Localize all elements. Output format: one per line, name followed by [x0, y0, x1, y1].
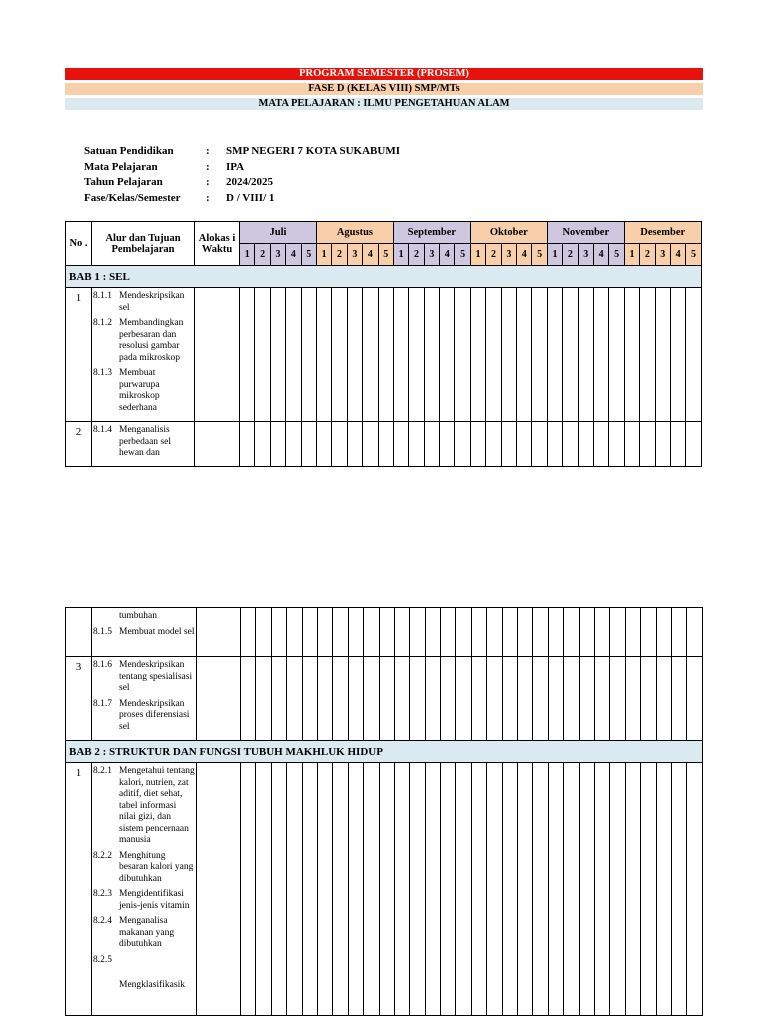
week-cell: [547, 288, 562, 422]
tp-text: Menganalisa makanan yang dibutuhkan: [119, 916, 175, 949]
week-cell: [502, 657, 517, 741]
week-cell: [609, 288, 624, 422]
week-cell: [440, 288, 455, 422]
week-cell: [270, 422, 285, 467]
week-cell: [271, 657, 286, 741]
week-cell: [347, 422, 362, 467]
alokasi-cell: [197, 763, 241, 1016]
week-3-4: 4: [440, 244, 455, 266]
tp-item: [93, 660, 195, 695]
week-cell: [548, 763, 563, 1016]
week-cell: [332, 288, 347, 422]
week-2-5: 5: [378, 244, 393, 266]
tp-text: Membuat purwarupa mikroskop sederhana: [119, 368, 160, 413]
tp-text: Mendeskripsikan sel: [119, 291, 185, 313]
week-cell: [593, 288, 608, 422]
week-cell: [286, 288, 301, 422]
week-cell: [532, 422, 547, 467]
week-cell: [487, 763, 502, 1016]
info-row: [84, 191, 400, 207]
tp-code: 8.1.6: [93, 660, 112, 670]
week-cell: [548, 608, 563, 657]
week-cell: [333, 763, 348, 1016]
week-cell: [564, 763, 579, 1016]
tp-item: [93, 291, 193, 314]
week-cell: [502, 763, 517, 1016]
alur-cell: [92, 608, 197, 657]
month-desember: Desember: [624, 222, 701, 244]
identity-block: [84, 144, 400, 206]
tp-text: Mengetahui tentang kalori, nutrien, zat aditif, diet sehat, tabel informasi nilai gizi, dan sistem pencernaan manusia: [119, 766, 195, 845]
week-cell: [578, 422, 593, 467]
month-agustus: Agustus: [316, 222, 393, 244]
tp-text: Membuat model sel: [119, 626, 195, 637]
info-label: Fase/Kelas/Semester: [84, 191, 181, 204]
tp-code: 8.1.3: [93, 368, 112, 378]
week-4-1: 1: [470, 244, 485, 266]
table-row: [66, 422, 702, 467]
tp-item: [93, 889, 195, 912]
week-cell: [518, 657, 533, 741]
week-cell: [301, 422, 316, 467]
week-cell: [579, 608, 594, 657]
week-cell: [687, 657, 702, 741]
tp-text: Menganalisis perbedaan sel hewan dan: [119, 425, 171, 458]
week-2-3: 3: [347, 244, 362, 266]
info-row: [84, 144, 400, 160]
tp-item: [93, 318, 193, 364]
tp-item: [93, 955, 195, 967]
week-cell: [687, 763, 702, 1016]
week-1-1: 1: [240, 244, 255, 266]
tp-item: [93, 368, 193, 414]
tp-text: Membandingkan perbesaran dan resolusi gambar pada mikroskop: [119, 318, 184, 363]
week-cell: [317, 608, 332, 657]
week-cell: [256, 763, 271, 1016]
week-cell: [671, 608, 686, 657]
week-cell: [656, 608, 671, 657]
tp-text: tumbuhan: [119, 611, 157, 621]
tp-code: [93, 611, 119, 623]
week-cell: [255, 288, 270, 422]
week-4-4: 4: [517, 244, 532, 266]
week-cell: [364, 657, 379, 741]
week-3-3: 3: [424, 244, 439, 266]
table-row: [66, 657, 703, 741]
month-oktober: Oktober: [470, 222, 547, 244]
alokasi-cell: [195, 288, 240, 422]
tp-code: 8.2.1: [93, 766, 112, 776]
week-cell: [394, 657, 409, 741]
tp-item: [93, 980, 195, 992]
week-2-2: 2: [332, 244, 347, 266]
week-cell: [270, 288, 285, 422]
alokasi-cell: [197, 657, 241, 741]
bab-1-title: BAB 1 : SEL: [66, 266, 702, 288]
week-cell: [256, 608, 271, 657]
week-5-2: 2: [563, 244, 578, 266]
week-cell: [470, 422, 485, 467]
week-cell: [425, 657, 440, 741]
week-cell: [256, 657, 271, 741]
week-cell: [517, 422, 532, 467]
week-cell: [609, 422, 624, 467]
week-cell: [625, 657, 640, 741]
week-6-4: 4: [670, 244, 685, 266]
info-row: [84, 175, 400, 191]
week-cell: [655, 288, 670, 422]
week-cell: [594, 657, 609, 741]
week-1-4: 4: [286, 244, 301, 266]
week-cell: [532, 288, 547, 422]
info-colon: :: [206, 160, 210, 173]
week-cell: [671, 763, 686, 1016]
week-cell: [424, 288, 439, 422]
week-cell: [594, 608, 609, 657]
week-cell: [502, 608, 517, 657]
week-cell: [564, 608, 579, 657]
week-cell: [255, 422, 270, 467]
week-5-3: 3: [578, 244, 593, 266]
tp-code: 8.2.5: [93, 954, 112, 965]
week-cell: [301, 288, 316, 422]
week-cell: [379, 657, 394, 741]
week-1-5: 5: [301, 244, 316, 266]
week-cell: [687, 608, 702, 657]
tp-code: 8.2.3: [93, 889, 112, 899]
week-cell: [533, 763, 548, 1016]
week-6-3: 3: [655, 244, 670, 266]
week-cell: [547, 422, 562, 467]
week-cell: [624, 288, 639, 422]
tp-text: Mendeskripsikan tentang spesialisasi sel: [119, 660, 193, 693]
week-cell: [333, 608, 348, 657]
info-colon: :: [206, 176, 210, 188]
tp-item: [93, 766, 195, 847]
week-cell: [287, 657, 302, 741]
week-cell: [424, 422, 439, 467]
week-cell: [441, 657, 456, 741]
week-cell: [425, 608, 440, 657]
mapel-title: MATA PELAJARAN : ILMU PENGETAHUAN ALAM: [65, 98, 703, 110]
week-1-3: 3: [270, 244, 285, 266]
week-cell: [671, 657, 686, 741]
week-cell: [610, 763, 625, 1016]
info-row: [84, 160, 400, 176]
week-3-5: 5: [455, 244, 470, 266]
month-header-row: [66, 222, 702, 244]
info-label: Tahun Pelajaran: [84, 176, 163, 188]
week-cell: [594, 763, 609, 1016]
week-cell: [456, 763, 471, 1016]
week-cell: [578, 288, 593, 422]
tp-code: 8.1.5: [93, 626, 112, 637]
week-1-2: 2: [255, 244, 270, 266]
bab-row: [66, 266, 702, 288]
week-cell: [470, 288, 485, 422]
alur-cell: [92, 422, 195, 467]
week-cell: [656, 657, 671, 741]
week-cell: [579, 763, 594, 1016]
week-cell: [302, 608, 317, 657]
week-cell: [241, 657, 256, 741]
week-cell: [686, 288, 701, 422]
week-cell: [363, 288, 378, 422]
tp-item: [93, 916, 195, 951]
week-6-2: 2: [640, 244, 655, 266]
week-cell: [641, 657, 656, 741]
tp-code: 8.1.2: [93, 318, 112, 328]
week-cell: [347, 288, 362, 422]
week-cell: [533, 608, 548, 657]
week-cell: [656, 763, 671, 1016]
week-cell: [379, 763, 394, 1016]
week-cell: [316, 422, 331, 467]
week-cell: [348, 608, 363, 657]
week-5-1: 1: [547, 244, 562, 266]
row-no: 2: [66, 422, 92, 467]
week-cell: [640, 422, 655, 467]
week-cell: [655, 422, 670, 467]
info-label: Mata Pelajaran: [84, 160, 158, 173]
week-cell: [486, 422, 501, 467]
week-cell: [455, 422, 470, 467]
week-6-5: 5: [686, 244, 701, 266]
week-cell: [364, 608, 379, 657]
info-colon: :: [206, 191, 210, 204]
week-cell: [501, 422, 516, 467]
week-3-2: 2: [409, 244, 424, 266]
week-cell: [394, 763, 409, 1016]
week-cell: [625, 608, 640, 657]
week-cell: [471, 763, 486, 1016]
week-cell: [641, 608, 656, 657]
col-alokasi-header: Alokas i Waktu: [195, 222, 240, 266]
program-title: PROGRAM SEMESTER (PROSEM): [65, 68, 703, 80]
col-alur-header: Alur dan Tujuan Pembelajaran: [92, 222, 195, 266]
week-cell: [501, 288, 516, 422]
week-cell: [471, 657, 486, 741]
month-juli: Juli: [240, 222, 317, 244]
week-cell: [441, 608, 456, 657]
week-cell: [364, 763, 379, 1016]
tp-code: [93, 980, 119, 992]
week-5-4: 4: [593, 244, 608, 266]
table-row: [66, 608, 703, 657]
week-cell: [317, 657, 332, 741]
week-cell: [286, 422, 301, 467]
week-4-3: 3: [501, 244, 516, 266]
week-cell: [610, 657, 625, 741]
tp-text: Mengidentifikasi jenis-jenis vitamin: [119, 889, 190, 911]
alur-cell: [92, 657, 197, 741]
week-cell: [456, 608, 471, 657]
tp-text: Menghitung besaran kalori yang dibutuhkan: [119, 850, 194, 884]
row-no: 3: [66, 657, 92, 741]
week-3-1: 1: [393, 244, 408, 266]
tp-item: [93, 699, 195, 734]
week-2-4: 4: [363, 244, 378, 266]
tp-text: Mengklasifikasik: [119, 980, 185, 990]
tp-code: 8.2.2: [93, 850, 112, 861]
table-row: [66, 288, 702, 422]
row-no: 1: [66, 763, 92, 1016]
info-value: 2024/2025: [226, 176, 274, 188]
row-no: [66, 608, 92, 657]
week-cell: [440, 422, 455, 467]
month-november: November: [547, 222, 624, 244]
tp-item: [93, 425, 193, 460]
tp-text: [119, 955, 195, 967]
week-cell: [332, 422, 347, 467]
bab-2-title: BAB 2 : STRUKTUR DAN FUNGSI TUBUH MAKHLUK HIDUP: [66, 741, 703, 763]
week-6-1: 1: [624, 244, 639, 266]
week-cell: [625, 763, 640, 1016]
tp-code: 8.1.7: [93, 698, 112, 709]
week-cell: [410, 763, 425, 1016]
prosem-table-page-2: [65, 607, 703, 1016]
tp-item: [93, 611, 195, 623]
table-row: [66, 763, 703, 1016]
tp-code: 8.2.4: [93, 916, 112, 926]
week-cell: [379, 608, 394, 657]
week-cell: [593, 422, 608, 467]
week-cell: [441, 763, 456, 1016]
week-cell: [271, 763, 286, 1016]
week-cell: [348, 763, 363, 1016]
week-cell: [302, 657, 317, 741]
alokasi-cell: [197, 608, 241, 657]
info-colon: :: [206, 145, 210, 157]
week-cell: [240, 288, 255, 422]
info-value: SMP NEGERI 7 KOTA SUKABUMI: [226, 145, 400, 157]
week-cell: [317, 763, 332, 1016]
week-cell: [393, 288, 408, 422]
week-cell: [487, 657, 502, 741]
week-cell: [348, 657, 363, 741]
week-cell: [287, 763, 302, 1016]
week-cell: [455, 288, 470, 422]
week-cell: [670, 288, 685, 422]
week-cell: [456, 657, 471, 741]
tp-code: 8.1.1: [93, 291, 112, 301]
week-cell: [410, 608, 425, 657]
week-cell: [670, 422, 685, 467]
alur-cell: [92, 288, 195, 422]
week-cell: [271, 608, 286, 657]
week-cell: [563, 422, 578, 467]
week-cell: [548, 657, 563, 741]
week-cell: [686, 422, 701, 467]
week-cell: [316, 288, 331, 422]
prosem-table-page-1: [65, 221, 702, 467]
fase-title: FASE D (KELAS VIII) SMP/MTs: [65, 83, 703, 95]
month-september: September: [393, 222, 470, 244]
tp-item: [93, 851, 195, 886]
info-value: D / VIII/ 1: [226, 191, 275, 204]
week-cell: [610, 608, 625, 657]
week-cell: [378, 288, 393, 422]
info-value: IPA: [226, 160, 245, 173]
week-2-1: 1: [316, 244, 331, 266]
week-cell: [563, 288, 578, 422]
week-5-5: 5: [609, 244, 624, 266]
week-cell: [518, 763, 533, 1016]
week-cell: [241, 763, 256, 1016]
bab-row: [66, 741, 703, 763]
tp-code: 8.1.4: [93, 425, 112, 435]
tp-text: Mendeskripsikan proses diferensiasi sel: [119, 698, 190, 732]
week-cell: [410, 657, 425, 741]
week-cell: [517, 288, 532, 422]
week-4-5: 5: [532, 244, 547, 266]
week-cell: [378, 422, 393, 467]
week-cell: [518, 608, 533, 657]
alokasi-cell: [195, 422, 240, 467]
week-cell: [363, 422, 378, 467]
week-cell: [425, 763, 440, 1016]
week-cell: [241, 608, 256, 657]
week-cell: [409, 422, 424, 467]
week-cell: [641, 763, 656, 1016]
week-cell: [393, 422, 408, 467]
week-cell: [624, 422, 639, 467]
week-cell: [640, 288, 655, 422]
week-cell: [394, 608, 409, 657]
week-cell: [579, 657, 594, 741]
week-cell: [302, 763, 317, 1016]
week-cell: [486, 288, 501, 422]
week-4-2: 2: [486, 244, 501, 266]
alur-cell: [92, 763, 197, 1016]
tp-item: [93, 627, 195, 639]
week-cell: [533, 657, 548, 741]
week-cell: [564, 657, 579, 741]
week-cell: [471, 608, 486, 657]
week-cell: [333, 657, 348, 741]
week-cell: [409, 288, 424, 422]
row-no: 1: [66, 288, 92, 422]
week-cell: [487, 608, 502, 657]
info-label: Satuan Pendidikan: [84, 145, 174, 157]
week-cell: [287, 608, 302, 657]
col-no-header: No .: [66, 222, 92, 266]
week-cell: [240, 422, 255, 467]
